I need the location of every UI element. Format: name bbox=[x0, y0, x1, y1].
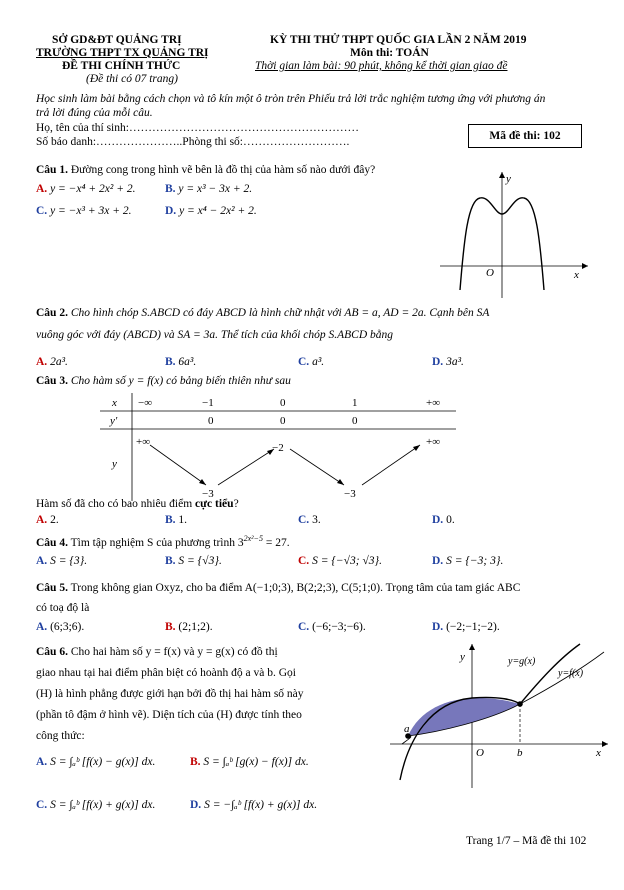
q1-text: Câu 1. Đường cong trong hình vẽ bên là đồ thị của hàm số nào dưới đây? bbox=[36, 164, 376, 176]
q3-x-2: 0 bbox=[280, 397, 286, 409]
q4-option-b[interactable]: B. S = {√3}. bbox=[165, 555, 222, 567]
q3-option-a[interactable]: A. 2. bbox=[36, 514, 59, 526]
q3-option-d[interactable]: D. 0. bbox=[432, 514, 455, 526]
q3-x-3: 1 bbox=[352, 397, 358, 409]
q3-variation-table bbox=[100, 393, 456, 501]
instruction-line-1: Học sinh làm bài bằng cách chọn và tô kín một ô tròn trên Phiếu trả lời trắc nghiệm tương ứng với phương án bbox=[36, 93, 546, 105]
q5-option-c[interactable]: C. (−6;−3;−6). bbox=[298, 621, 366, 633]
q6-graph-x-label: x bbox=[596, 747, 601, 759]
q3-y-2: −2 bbox=[272, 442, 284, 454]
candidate-id-line: Số báo danh:…………………..Phòng thi số:………………………. bbox=[36, 136, 350, 148]
q6-option-c[interactable]: C. S = ∫ₐᵇ [f(x) + g(x)] dx. bbox=[36, 799, 156, 811]
q6-graph-y-label: y bbox=[460, 651, 465, 663]
q3-row-y: y bbox=[112, 458, 117, 470]
q6-option-b[interactable]: B. S = ∫ₐᵇ [g(x) − f(x)] dx. bbox=[190, 756, 309, 768]
page-footer: Trang 1/7 – Mã đề thi 102 bbox=[466, 835, 587, 847]
q3-x-1: −1 bbox=[202, 397, 214, 409]
q3-question: Hàm số đã cho có bao nhiêu điểm cực tiểu? bbox=[36, 498, 239, 510]
header-school: TRƯỜNG THPT TX QUẢNG TRỊ bbox=[36, 47, 209, 59]
q5-option-a[interactable]: A. (6;3;6). bbox=[36, 621, 85, 633]
q3-text: Câu 3. Cho hàm số y = f(x) có bảng biến thiên như sau bbox=[36, 375, 291, 387]
q2-option-c[interactable]: C. a³. bbox=[298, 356, 325, 368]
q6-option-a[interactable]: A. S = ∫ₐᵇ [f(x) − g(x)] dx. bbox=[36, 756, 156, 768]
header-pages: (Đề thi có 07 trang) bbox=[86, 73, 178, 85]
exam-subject: Môn thi: TOÁN bbox=[350, 47, 429, 59]
q3-y-0: +∞ bbox=[136, 436, 151, 448]
q3-x-4: +∞ bbox=[426, 397, 441, 409]
q6-region-h bbox=[408, 698, 520, 736]
q1-option-a[interactable]: A. y = −x⁴ + 2x² + 2. bbox=[36, 183, 136, 195]
q3-row-x: x bbox=[112, 397, 117, 409]
q6-graph-a-label: a bbox=[404, 723, 410, 735]
exam-duration: Thời gian làm bài: 90 phút, không kể thời gian giao đề bbox=[255, 60, 508, 72]
q1-graph bbox=[440, 170, 590, 300]
q4-text: Câu 4. Tìm tập nghiệm S của phương trình $3^{2x^2-5} = 27$. bbox=[36, 534, 290, 549]
header-dept: SỞ GD&ĐT QUẢNG TRỊ bbox=[52, 34, 182, 46]
q1-option-b[interactable]: B. y = x³ − 3x + 2. bbox=[165, 183, 253, 195]
q3-y-4: +∞ bbox=[426, 436, 441, 448]
q5-option-b[interactable]: B. (2;1;2). bbox=[165, 621, 213, 633]
q1-option-d[interactable]: D. y = x⁴ − 2x² + 2. bbox=[165, 205, 257, 217]
q2-line-2: vuông góc với đáy (ABCD) và SA = 3a. Thể tích của khối chóp S.ABCD bằng bbox=[36, 329, 394, 341]
q3-y-1: −3 bbox=[202, 488, 214, 500]
q2-option-d[interactable]: D. 3a³. bbox=[432, 356, 464, 368]
exam-title: KỲ THI THỬ THPT QUỐC GIA LẦN 2 NĂM 2019 bbox=[270, 34, 527, 46]
q5-line-1: Câu 5. Trong không gian Oxyz, cho ba điểm A(−1;0;3), B(2;2;3), C(5;1;0). Trọng tâm của tam giác ABC bbox=[36, 582, 521, 594]
q3-yp-1: 0 bbox=[280, 415, 286, 427]
q6-graph-origin: O bbox=[476, 747, 484, 759]
q4-option-d[interactable]: D. S = {−3; 3}. bbox=[432, 555, 504, 567]
q6-line-2: giao nhau tại hai điểm phân biệt có hoành độ a và b. Gọi bbox=[36, 667, 296, 679]
q6-line-4: (phần tô đậm ở hình vẽ). Diện tích của (H) được tính theo bbox=[36, 709, 302, 721]
q1-graph-origin: O bbox=[486, 267, 494, 279]
candidate-name-line: Họ, tên của thí sinh:…………………………………………………… bbox=[36, 122, 359, 134]
q3-row-yp: y' bbox=[110, 415, 118, 427]
q6-line-3: (H) là hình phẳng được giới hạn bởi đồ thị hai hàm số này bbox=[36, 688, 304, 700]
q5-line-2: có toạ độ là bbox=[36, 602, 90, 614]
q2-option-a[interactable]: A. 2a³. bbox=[36, 356, 68, 368]
q5-option-d[interactable]: D. (−2;−1;−2). bbox=[432, 621, 500, 633]
q2-line-1: Câu 2. Cho hình chóp S.ABCD có đáy ABCD là hình chữ nhật với AB = a, AD = 2a. Cạnh bên SA bbox=[36, 307, 490, 319]
exam-code-box: Mã đề thi: 102 bbox=[468, 124, 582, 148]
q6-graph-g-label: y=g(x) bbox=[508, 656, 536, 667]
q3-x-0: −∞ bbox=[138, 397, 153, 409]
q1-graph-x-label: x bbox=[574, 269, 579, 281]
q3-yp-2: 0 bbox=[352, 415, 358, 427]
q6-option-d[interactable]: D. S = −∫ₐᵇ [f(x) + g(x)] dx. bbox=[190, 799, 318, 811]
instruction-line-2: trả lời đúng của mỗi câu. bbox=[36, 107, 153, 119]
q3-yp-0: 0 bbox=[208, 415, 214, 427]
q6-line-5: công thức: bbox=[36, 730, 85, 742]
q4-option-a[interactable]: A. S = {3}. bbox=[36, 555, 88, 567]
q6-graph-b-label: b bbox=[517, 747, 523, 759]
header-official: ĐỀ THI CHÍNH THỨC bbox=[62, 60, 181, 72]
q6-line-1: Câu 6. Cho hai hàm số y = f(x) và y = g(x) có đồ thị bbox=[36, 646, 278, 658]
q3-option-b[interactable]: B. 1. bbox=[165, 514, 188, 526]
q3-y-3: −3 bbox=[344, 488, 356, 500]
q6-graph-f-label: y=f(x) bbox=[558, 668, 584, 679]
q1-option-c[interactable]: C. y = −x³ + 3x + 2. bbox=[36, 205, 132, 217]
q4-option-c[interactable]: C. S = {−√3; √3}. bbox=[298, 555, 382, 567]
q2-option-b[interactable]: B. 6a³. bbox=[165, 356, 197, 368]
q6-graph bbox=[390, 640, 612, 790]
q3-option-c[interactable]: C. 3. bbox=[298, 514, 321, 526]
q1-graph-y-label: y bbox=[506, 173, 511, 185]
